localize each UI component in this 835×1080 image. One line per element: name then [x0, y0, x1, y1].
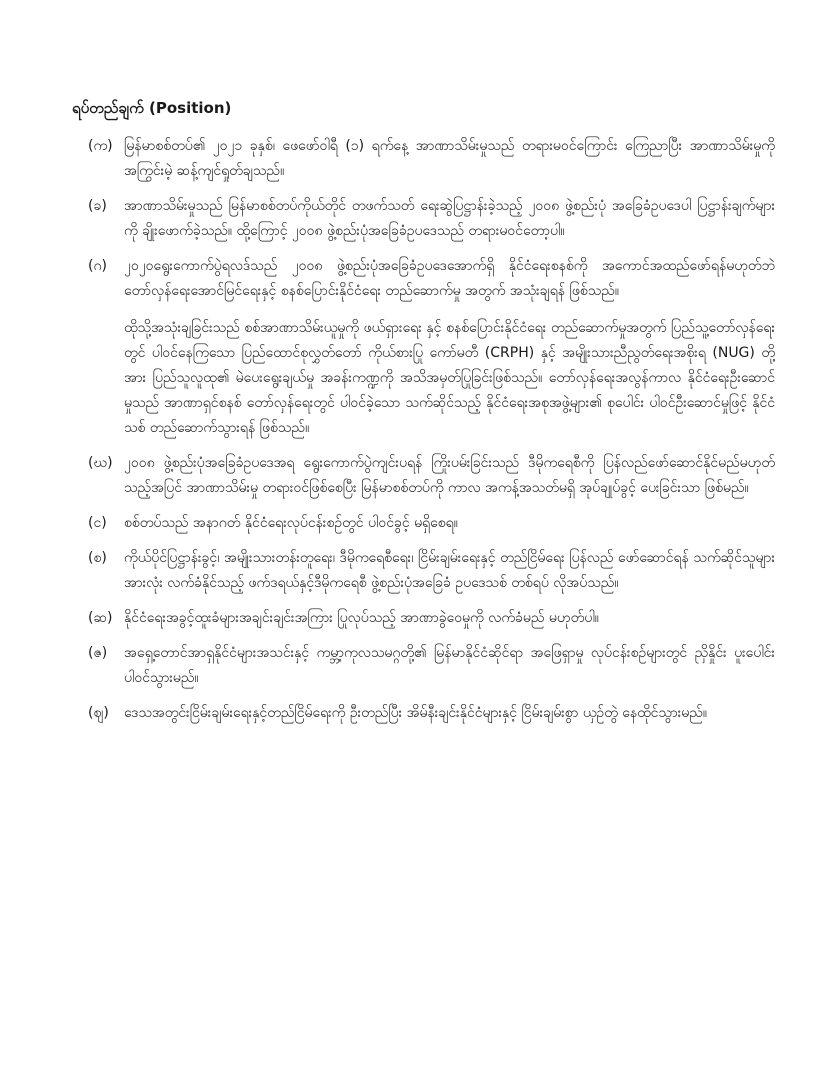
item-paragraph: အရှေ့တောင်အာရှနိုင်ငံများအသင်းနှင့် ကမ္ဘာ့ကုလသမဂ္ဂတို့၏ မြန်မာနိုင်ငံဆိုင်ရာ အဖြေရှာမှု လုပ်ငန်းစဉ်များတွင် ညှိနှိုင်း ပူးပေါင်းပါဝင်သွားမည်။ — [124, 645, 775, 686]
item-marker: (စ) — [88, 550, 107, 566]
item-marker: (ဇ) — [88, 645, 108, 661]
item-body — [124, 134, 775, 184]
item-body — [124, 451, 775, 501]
item-body — [124, 641, 775, 691]
item-marker: (ခ) — [88, 198, 107, 214]
item-paragraph: အာဏာသိမ်းမှုသည် မြန်မာစစ်တပ်ကိုယ်တိုင် တဖက်သတ် ရေးဆွဲပြဋ္ဌာန်းခဲ့သည့် ၂၀၀၈ ဖွဲ့စည်းပုံ အခြေခံဥပဒေပါ ပြဋ္ဌာန်းချက်များကို ချိုးဖောက်ခဲ့သည်။ ထို့ကြောင့် ၂၀၀၈ ဖွဲ့စည်းပုံအခြေခံဥပဒေသည် တရားမဝင်တော့ပါ။ — [124, 198, 775, 239]
item-marker: (ဃ) — [88, 455, 113, 471]
document-title: ရပ်တည်ချက် (Position) — [72, 99, 232, 117]
item-marker: (ဈ) — [88, 705, 109, 721]
item-paragraph: မြန်မာစစ်တပ်၏ ၂၀၂၁ ခုနှစ်၊ ဖေဖော်ဝါရီ (၁) ရက်နေ့ အာဏာသိမ်းမှုသည် တရားမဝင်ကြောင်း ကြေညာပြီး အာဏာသိမ်းမှုကို အကြွင်းမဲ့ ဆန့်ကျင်ရှုတ်ချသည်။ — [124, 138, 775, 179]
list-item-hsa — [72, 606, 775, 631]
item-paragraph: ထိုသို့အသုံးချခြင်းသည် စစ်အာဏာသိမ်းယူမှုကို ဖယ်ရှားရေး နှင့် စနစ်ပြောင်းနိုင်ငံရေး တည်ဆောက်မှုအတွက် ပြည်သူ့တော်လှန်ရေးတွင် ပါဝင်နေကြသော ပြည်ထောင်စုလွှတ်တော် ကိုယ်စားပြု ကော်မတီ (CRPH) နှင့် အမျိုးသားညီညွတ်ရေးအစိုးရ (NUG) တို့အား ပြည်သူလူထု၏ မဲပေးရွေးချယ်မှု အခန်းကဏ္ဍကို အသိအမှတ်ပြုခြင်းဖြစ်သည်။ တော်လှန်ရေးအလွန်ကာလ နိုင်ငံရေးဦးဆောင်မှုသည် အာဏာရှင်စနစ် တော်လှန်ရေးတွင် ပါဝင်ခဲ့သော သက်ဆိုင်သည့် နိုင်ငံရေးအစုအဖွဲ့များ၏ စုပေါင်း ပါဝင်ဦးဆောင်မှုဖြင့် နိုင်ငံသစ် တည်ဆောက်သွားရန် ဖြစ်သည်။ — [124, 320, 775, 436]
item-paragraph: ၂၀၂၀ရွေးကောက်ပွဲရလဒ်သည် ၂၀၀၈ ဖွဲ့စည်းပုံအခြေခံဥပဒေအောက်ရှိ နိုင်ငံရေးစနစ်ကို အကောင်အထည်ဖော်ရန်မဟုတ်ဘဲ တော်လှန်ရေးအောင်မြင်ရေးနှင့် စနစ်ပြောင်းနိုင်ငံရေး တည်ဆောက်မှု အတွက် အသုံးချရန် ဖြစ်သည်။ — [124, 258, 775, 299]
item-marker: (ဆ) — [88, 610, 113, 626]
item-marker: (က) — [88, 138, 113, 154]
item-paragraph: စစ်တပ်သည် အနာဂတ် နိုင်ငံရေးလုပ်ငန်းစဉ်တွင် ပါဝင်ခွင့် မရှိစေရ။ — [124, 515, 458, 531]
list-item-kha — [72, 194, 775, 244]
list-item-za — [72, 641, 775, 691]
item-body — [124, 511, 775, 536]
item-body — [124, 546, 775, 596]
item-body — [124, 254, 775, 441]
list-item-gha — [72, 451, 775, 501]
item-marker: (ဂ) — [88, 258, 107, 274]
item-paragraph: ကိုယ်ပိုင်ပြဋ္ဌာန်းခွင့်၊ အမျိုးသားတန်းတူရေး၊ ဒီမိုကရေစီရေး၊ ငြိမ်းချမ်းရေးနှင့် တည်ငြိမ်ရေး ပြန်လည် ဖော်ဆောင်ရန် သက်ဆိုင်သူများအားလုံး လက်ခံနိုင်သည့် ဖက်ဒရယ်နှင့်ဒီမိုကရေစီ ဖွဲ့စည်းပုံအခြေခံ ဥပဒေသစ် တစ်ရပ် လိုအပ်သည်။ — [124, 550, 775, 591]
item-paragraph: ဒေသအတွင်းငြိမ်းချမ်းရေးနှင့်တည်ငြိမ်ရေးကို ဦးတည်ပြီး အိမ်နီးချင်းနိုင်ငံများနှင့် ငြိမ်းချမ်းစွာ ယှဉ်တွဲ နေထိုင်သွားမည်။ — [124, 705, 708, 721]
list-item-sa — [72, 546, 775, 596]
item-body — [124, 606, 775, 631]
item-body — [124, 194, 775, 244]
list-item-ka — [72, 134, 775, 184]
list-item-zha — [72, 701, 775, 726]
item-body — [124, 701, 775, 726]
list-item-ga — [72, 254, 775, 441]
item-marker: (င) — [88, 515, 107, 531]
item-paragraph: ၂၀၀၈ ဖွဲ့စည်းပုံအခြေခံဥပဒေအရ ရွေးကောက်ပွဲကျင်းပရန် ကြိုးပမ်းခြင်းသည် ဒီမိုကရေစီကို ပြန်လည်ဖော်ဆောင်နိုင်မည်မဟုတ်သည့်အပြင် အာဏာသိမ်းမှု တရားဝင်ဖြစ်စေပြီး မြန်မာစစ်တပ်ကို ကာလ အကန့်အသတ်မရှိ အုပ်ချုပ်ခွင့် ပေးခြင်းသာ ဖြစ်မည်။ — [124, 455, 775, 496]
item-paragraph: နိုင်ငံရေးအခွင့်ထူးခံများအချင်းချင်းအကြား ပြုလုပ်သည့် အာဏာခွဲဝေမှုကို လက်ခံမည် မဟုတ်ပါ။ — [124, 610, 599, 626]
list-item-nga — [72, 511, 775, 536]
